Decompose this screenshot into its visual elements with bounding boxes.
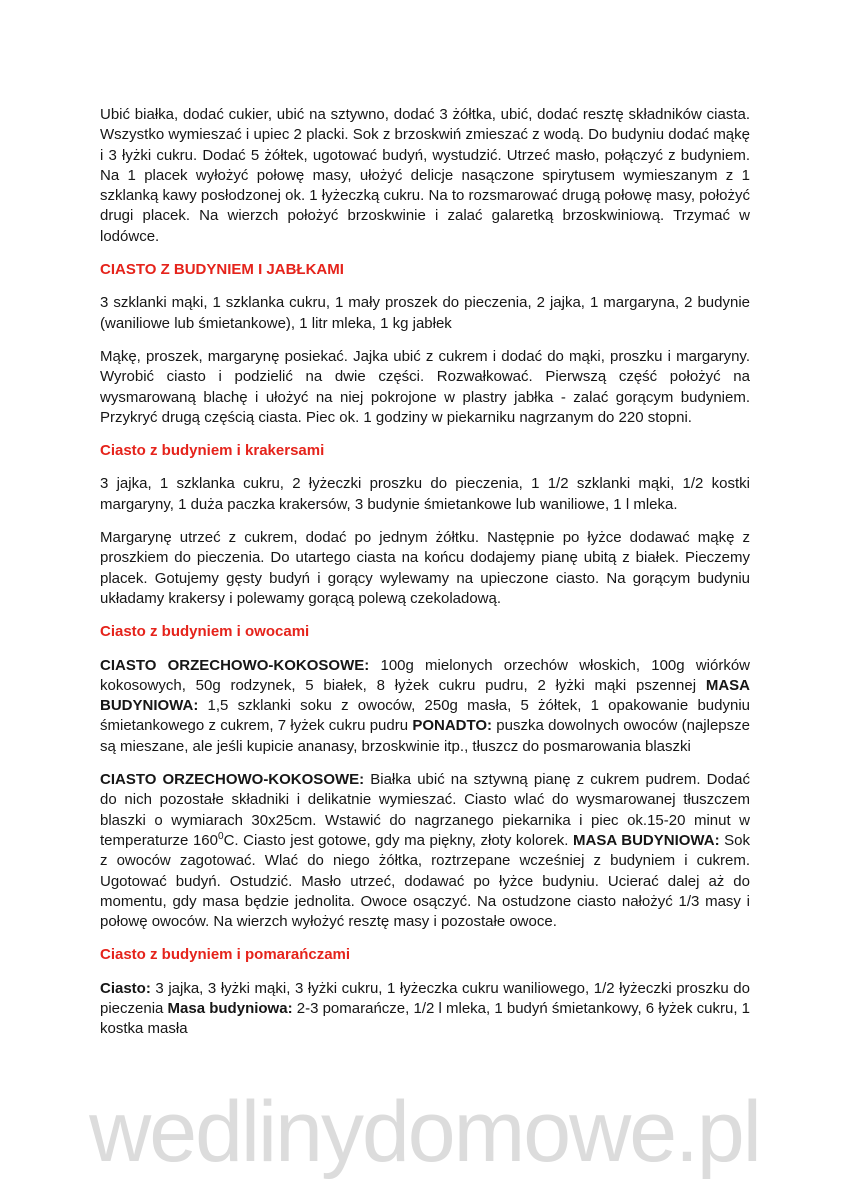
recipe-paragraph bbox=[100, 105, 750, 247]
recipe-text: Białka ubić na sztywną pianę z cukrem pudrem. Dodać do nich pozostałe składniki i delikatnie wymieszać. Ciasto wlać do wysmarowanej tłuszczem blaszki o wymiarach 30x25cm. Wstawić do nagrzanego piekarnika i piec ok.15-20 minut w temperaturze 160 bbox=[100, 771, 751, 849]
recipe-heading: Ciasto z budyniem i owocami bbox=[100, 623, 310, 641]
superscript: 0 bbox=[218, 830, 224, 842]
recipe-label-bold: Ciasto: bbox=[100, 979, 151, 997]
recipe-text: 1,5 szklanki soku z owoców, 250g masła, 5 żółtek, 1 opakowanie budyniu śmietankowego z cukrem, 7 łyżek cukru pudru bbox=[100, 697, 750, 735]
recipe-label-bold: PONADTO: bbox=[412, 717, 493, 735]
recipe-text: Ubić białka, dodać cukier, ubić na sztywno, dodać 3 żółtka, ubić, dodać resztę składników ciasta. Wszystko wymieszać i upiec 2 placki. Sok z brzoskwiń zmieszać z wodą. Do budyniu dodać mąkę i 3 łyżki cukru. Dodać 5 żółtek, ugotować budyń, wystudzić. Utrzeć masło, połączyć z budyniem. Na 1 placek wyłożyć połowę masy, ułożyć delicje nasączone spirytusem wymieszanym z 1 szklanką kawy posłodzonej ok. 1 łyżeczką cukru. Na to rozsmarować drugą połowę masy, położyć drugi placek. Na wierzch położyć brzoskwinie i zalać galaretką brzoskwiniową. Trzymać w lodówce. bbox=[100, 106, 751, 245]
document-content bbox=[100, 105, 750, 1053]
recipe-text: C. Ciasto jest gotowe, gdy ma piękny, złoty kolorek. bbox=[223, 831, 574, 849]
recipe-paragraph bbox=[100, 474, 750, 515]
recipe-paragraph bbox=[100, 656, 750, 757]
recipe-paragraph bbox=[100, 770, 750, 932]
recipe-text: 3 jajka, 1 szklanka cukru, 2 łyżeczki proszku do pieczenia, 1 1/2 szklanki mąki, 1/2 kostki margaryny, 1 duża paczka krakersów, 3 budynie śmietankowe lub waniliowe, 1 l mleka. bbox=[100, 475, 750, 513]
recipe-paragraph bbox=[100, 979, 750, 1040]
recipe-text: 100g mielonych orzechów włoskich, 100g wiórków kokosowych, 50g rodzynek, 5 białek, 8 łyżek cukru pudru, 2 łyżki mąki pszennej bbox=[100, 656, 751, 694]
recipe-label-bold: MASA BUDYNIOWA: bbox=[573, 831, 720, 849]
recipe-text: Margarynę utrzeć z cukrem, dodać po jednym żółtku. Następnie po łyżce dodawać mąkę z proszkiem do pieczenia. Do utartego ciasta na końcu dodajemy pianę ubitą z białek. Pieczemy placek. Gotujemy gęsty budyń i gorący wylewamy na upieczone ciasto. Na gorącym budyniu układamy krakersy i polewamy gorącą polewą czekoladową. bbox=[100, 529, 750, 607]
recipe-text: 2-3 pomarańcze, 1/2 l mleka, 1 budyń śmietankowy, 6 łyżek cukru, 1 kostka masła bbox=[100, 999, 751, 1038]
recipe-text: Mąkę, proszek, margarynę posiekać. Jajka ubić z cukrem i dodać do mąki, proszku i margaryny. Wyrobić ciasto i podzielić na dwie części. Rozwałkować. Pierwszą część położyć na wysmarowaną blachę i ułożyć na niej pokrojone w plastry jabłka - zalać gorącym budyniem. Przykryć drugą częścią ciasta. Piec ok. 1 godziny w piekarniku nagrzanym do 220 stopni. bbox=[100, 347, 750, 426]
recipe-label-bold: CIASTO ORZECHOWO-KOKOSOWE: bbox=[100, 656, 370, 674]
recipe-text: Sok z owoców zagotować. Wlać do niego żółtka, roztrzepane wcześniej z budyniem i cukrem. Ugotować budyń. Ostudzić. Masło utrzeć, dodawać po łyżce budyniu. Ucierać dalej aż do momentu, gdy masa będzie jednolita. Owoce osączyć. Na ostudzone ciasto nałożyć 1/3 masy i połowę owoców. Na wierzch wyłożyć resztę masy i pozostałe owoce. bbox=[100, 831, 751, 931]
recipe-text: puszka dowolnych owoców (najlepsze są mieszane, ale jeśli kupicie ananasy, brzoskwinie itp., tłuszcz do posmarowania blaszki bbox=[100, 717, 750, 755]
recipe-label-bold: Masa budyniowa: bbox=[167, 999, 293, 1017]
recipe-label-bold: MASA BUDYNIOWA: bbox=[100, 676, 750, 715]
recipe-paragraph bbox=[100, 347, 750, 428]
recipe-text: 3 jajka, 3 łyżki mąki, 3 łyżki cukru, 1 łyżeczka cukru waniliowego, 1/2 łyżeczki proszku do pieczenia bbox=[100, 979, 750, 1017]
recipe-label-bold: CIASTO ORZECHOWO-KOKOSOWE: bbox=[100, 771, 365, 789]
watermark: wedlinydomowe.pl bbox=[89, 1084, 760, 1180]
recipe-paragraph bbox=[100, 528, 750, 609]
recipe-heading: Ciasto z budyniem i krakersami bbox=[100, 442, 325, 460]
recipe-heading: CIASTO Z BUDYNIEM I JABŁKAMI bbox=[100, 261, 344, 279]
recipe-paragraph bbox=[100, 293, 750, 334]
recipe-heading: Ciasto z budyniem i pomarańczami bbox=[100, 946, 351, 964]
recipe-text: 3 szklanki mąki, 1 szklanka cukru, 1 mały proszek do pieczenia, 2 jajka, 1 margaryna, 2 budynie (waniliowe lub śmietankowe), 1 litr mleka, 1 kg jabłek bbox=[100, 294, 750, 332]
